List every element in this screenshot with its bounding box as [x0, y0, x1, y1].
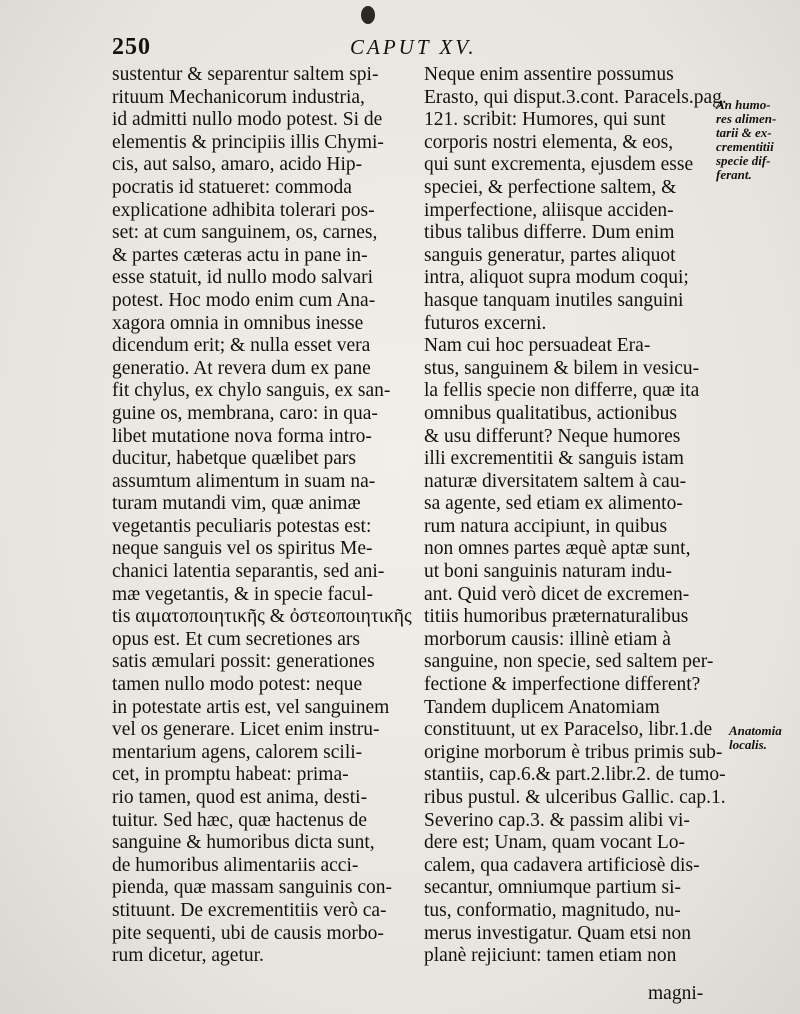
- text-line: sanguine & humoribus dicta sunt,: [112, 832, 375, 854]
- text-line: mæ vegetantis, & in specie facul-: [112, 583, 374, 605]
- text-line: vel os generare. Licet enim instru-: [112, 719, 380, 741]
- text-line: generatio. At revera dum ex pane: [112, 357, 371, 379]
- text-line: guine os, membrana, caro: in qua-: [112, 402, 378, 424]
- left-text-column: [112, 64, 412, 968]
- margin-note-line: tarii & ex-: [716, 125, 772, 140]
- text-line: 121. scribit: Humores, qui sunt: [424, 109, 666, 131]
- text-line: rituum Mechanicorum industria,: [112, 86, 365, 108]
- text-line: & partes cæteras actu in pane in-: [112, 244, 368, 266]
- text-line: la fellis specie non differre, quæ ita: [424, 380, 700, 402]
- text-line: corporis nostri elementa, & eos,: [424, 131, 674, 153]
- text-line: elementis & principiis illis Chymi-: [112, 131, 384, 153]
- text-line: rio tamen, quod est anima, desti-: [112, 787, 368, 808]
- text-line: sanguine, non specie, sed saltem per-: [424, 651, 714, 673]
- text-line: ribus pustul. & ulceribus Gallic. cap.1.: [424, 787, 726, 808]
- margin-note-line: crementitii: [716, 139, 774, 154]
- text-line: stituunt. De excrementitiis verò ca-: [112, 899, 387, 921]
- ink-blot: [361, 6, 375, 24]
- text-line: Tandem duplicem Anatomiam: [424, 696, 660, 718]
- text-line: esse statuit, id nullo modo salvari: [112, 267, 374, 289]
- text-line: satis æmulari possit: generationes: [112, 651, 375, 673]
- text-line: ducitur, habetque quælibet pars: [112, 448, 356, 470]
- text-line: Neque enim assentire possumus: [424, 64, 674, 85]
- text-line: libet mutatione nova forma intro-: [112, 425, 372, 447]
- text-line: omnibus qualitatibus, actionibus: [424, 402, 677, 424]
- margin-note-line: localis.: [729, 737, 767, 752]
- running-head: CAPUT XV.: [350, 35, 477, 59]
- margin-note-anatomia: [729, 724, 782, 752]
- text-line: speciei, & perfectione saltem, &: [424, 176, 677, 198]
- text-line: set: at cum sanguinem, os, carnes,: [112, 222, 378, 244]
- text-line: sa agente, sed etiam ex alimento-: [424, 493, 683, 515]
- text-line: stantiis, cap.6.& part.2.libr.2. de tumo-: [424, 764, 726, 786]
- margin-note-line: An humo-: [716, 97, 771, 112]
- text-line: rum dicetur, agetur.: [112, 945, 264, 967]
- text-line: potest. Hoc modo enim cum Ana-: [112, 289, 376, 311]
- right-text-column: [424, 64, 727, 968]
- text-line: sustentur & separentur saltem spi-: [112, 64, 379, 85]
- text-line: cis, aut salso, amaro, acido Hip-: [112, 154, 363, 176]
- text-line: dicendum erit; & nulla esset vera: [112, 335, 371, 357]
- text-line: tis αιματοποιητικῆς & ὀστεοποιητικῆς: [112, 606, 412, 628]
- text-line: fectione & imperfectione different?: [424, 674, 701, 696]
- text-line: intra, aliquot supra modum coqui;: [424, 267, 689, 289]
- text-line: morborum causis: illinè etiam à: [424, 628, 671, 650]
- text-line: explicatione adhibita tolerari pos-: [112, 199, 375, 221]
- text-line: tuitur. Sed hæc, quæ hactenus de: [112, 809, 368, 831]
- text-line: Nam cui hoc persuadeat Era-: [424, 335, 651, 357]
- margin-note-line: ferant.: [716, 167, 752, 182]
- page-header: [0, 34, 800, 64]
- text-line: de humoribus alimentariis acci-: [112, 854, 359, 876]
- text-line: xagora omnia in omnibus inesse: [112, 312, 364, 334]
- text-line: & usu differunt? Neque humores: [424, 425, 681, 447]
- text-line: tamen nullo modo potest: neque: [112, 674, 363, 696]
- text-line: in potestate artis est, vel sanguinem: [112, 696, 390, 718]
- text-line: planè rejiciunt: tamen etiam non: [424, 945, 677, 967]
- text-line: pocratis id statueret: commoda: [112, 176, 352, 198]
- text-line: stus, sanguinem & bilem in vesicu-: [424, 357, 700, 379]
- page-number: 250: [112, 34, 151, 60]
- margin-note-line: specie dif-: [716, 153, 771, 168]
- text-line: rum natura accipiunt, in quibus: [424, 515, 668, 537]
- text-line: dere est; Unam, quam vocant Lo-: [424, 832, 685, 854]
- text-line: fit chylus, ex chylo sanguis, ex san-: [112, 380, 391, 402]
- margin-note-humores: [716, 98, 776, 182]
- text-line: tus, conformatio, magnitudo, nu-: [424, 899, 681, 921]
- text-line: Erasto, qui disput.3.cont. Paracels.pag.: [424, 86, 727, 108]
- text-line: mentarium agens, calorem scili-: [112, 741, 363, 763]
- text-line: vegetantis peculiaris potestas est:: [112, 515, 372, 537]
- text-line: pienda, quæ massam sanguinis con-: [112, 877, 392, 899]
- text-line: origine morborum è tribus primis sub-: [424, 741, 723, 763]
- margin-note-line: res alimen-: [716, 111, 777, 126]
- text-line: cet, in promptu habeat: prima-: [112, 764, 349, 786]
- text-line: constituunt, ut ex Paracelso, libr.1.de: [424, 719, 713, 741]
- catchword: magni-: [648, 983, 704, 1004]
- text-line: pite sequenti, ubi de causis morbo-: [112, 922, 384, 944]
- text-line: secantur, omniumque partium si-: [424, 877, 681, 899]
- text-line: illi excrementitii & sanguis istam: [424, 448, 684, 470]
- text-line: merus investigatur. Quam etsi non: [424, 922, 692, 944]
- text-line: futuros excerni.: [424, 312, 547, 334]
- text-line: neque sanguis vel os spiritus Me-: [112, 538, 373, 560]
- text-line: ut boni sanguinis naturam indu-: [424, 561, 673, 583]
- text-line: chanici latentia separantis, sed ani-: [112, 561, 385, 583]
- text-line: naturæ diversitatem saltem à cau-: [424, 470, 687, 492]
- text-line: Severino cap.3. & passim alibi vi-: [424, 809, 690, 831]
- text-line: turam mutandi vim, quæ animæ: [112, 493, 361, 515]
- text-line: calem, qua cadavera artificiosè dis-: [424, 854, 700, 876]
- text-line: titiis humoribus præternaturalibus: [424, 606, 689, 628]
- text-line: id admitti nullo modo potest. Si de: [112, 109, 383, 131]
- text-line: opus est. Et cum secretiones ars: [112, 628, 361, 650]
- text-line: assumtum alimentum in suam na-: [112, 470, 376, 492]
- text-line: qui sunt excrementa, ejusdem esse: [424, 154, 694, 176]
- text-line: ant. Quid verò dicet de excremen-: [424, 583, 690, 605]
- text-line: hasque tanquam inutiles sanguini: [424, 289, 684, 311]
- margin-note-line: Anatomia: [729, 723, 782, 738]
- text-line: non omnes partes æquè aptæ sunt,: [424, 538, 691, 560]
- text-line: imperfectione, aliisque acciden-: [424, 199, 674, 221]
- text-line: tibus talibus differre. Dum enim: [424, 222, 675, 244]
- text-line: sanguis generatur, partes aliquot: [424, 244, 676, 266]
